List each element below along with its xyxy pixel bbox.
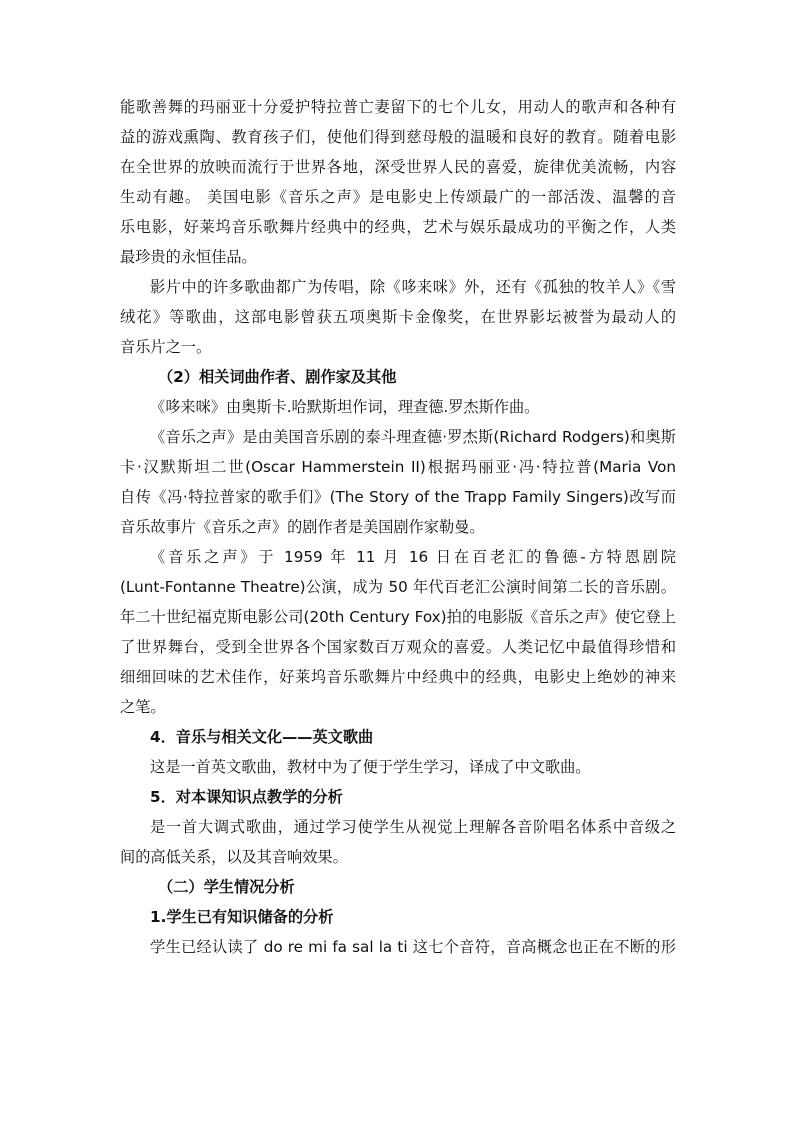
text-line: 《音乐之声》是由美国音乐剧的泰斗理查德·罗杰斯(Richard Rodgers)和奥斯 [150,428,676,446]
text-line: 能歌善舞的玛丽亚十分爱护特拉普亡妻留下的七个儿女，用动人的歌声和各种有 [120,98,676,116]
text-line: 是一首大调式歌曲，通过学习使学生从视觉上理解各音阶唱名体系中音级之 [150,818,676,836]
text-line: 之笔。 [120,698,166,716]
text-line: 绒花》等歌曲，这部电影曾获五项奥斯卡金像奖，在世界影坛被誉为最动人的 [120,308,676,326]
paragraph-songs [120,272,676,362]
text-line: 音乐故事片《音乐之声》的剧作者是美国剧作家勒曼。 [120,518,485,536]
text-line: 卡·汉默斯坦二世(Oscar Hammerstein II)根据玛丽亚·冯·特拉普(Maria Von [120,458,676,476]
text-line: 影片中的许多歌曲都广为传唱，除《哆来咪》外，还有《孤独的牧羊人》《雪 [150,278,676,296]
text-line: 乐电影，好莱坞音乐歌舞片经典中的经典，艺术与娱乐最成功的平衡之作，人类 [120,218,676,236]
text-line: 间的高低关系，以及其音响效果。 [120,848,348,866]
section-heading-authors: （2）相关词曲作者、剧作家及其他 [158,368,397,386]
paragraph-sound-of-music-origin [120,422,676,542]
paragraph-major-key [120,812,676,872]
section-heading-knowledge-analysis: 5．对本课知识点教学的分析 [150,788,343,806]
paragraph-doremi-credits: 《哆来咪》由奥斯卡.哈默斯坦作词，理查德.罗杰斯作曲。 [150,398,540,416]
document-body [120,92,676,962]
section-heading-student-analysis: （二）学生情况分析 [158,878,295,896]
text-line: 益的游戏熏陶、教育孩子们，使他们得到慈母般的温暖和良好的教育。随着电影 [120,128,676,146]
paragraph-solfege-notes: 学生已经认读了 do re mi fa sal la ti 这七个音符，音高概念也正在不断的形 [150,938,676,956]
section-heading-english-song: 4．音乐与相关文化——英文歌曲 [150,728,374,746]
paragraph-broadway-history [120,542,676,722]
text-line: 《音乐之声》于 1959 年 11 月 16 日在百老汇的鲁德-方特恩剧院 [150,548,676,566]
text-line: 在全世界的放映而流行于世界各地，深受世界人民的喜爱，旋律优美流畅，内容 [120,158,676,176]
paragraph-maria-story [120,92,676,272]
text-line: 细细回味的艺术佳作，好莱坞音乐歌舞片中经典中的经典，电影史上绝妙的神来 [120,668,676,686]
section-heading-prior-knowledge: 1.学生已有知识储备的分析 [150,908,334,926]
paragraph-translation-note: 这是一首英文歌曲，教材中为了便于学生学习，译成了中文歌曲。 [150,758,591,776]
text-line: 自传《冯·特拉普家的歌手们》(The Story of the Trapp Family Singers)改写而 [120,488,676,506]
text-line: (Lunt-Fontanne Theatre)公演，成为 50 年代百老汇公演时间第二长的音乐剧。 [120,578,676,596]
text-line: 音乐片之一。 [120,338,212,356]
text-line: 了世界舞台，受到全世界各个国家数百万观众的喜爱。人类记忆中最值得珍惜和 [120,638,676,656]
text-line: 年二十世纪福克斯电影公司(20th Century Fox)拍的电影版《音乐之声》使它登上 [120,608,676,626]
text-line: 生动有趣。 美国电影《音乐之声》是电影史上传颂最广的一部活泼、温馨的音 [120,188,676,206]
text-line: 最珍贵的永恒佳品。 [120,248,257,266]
